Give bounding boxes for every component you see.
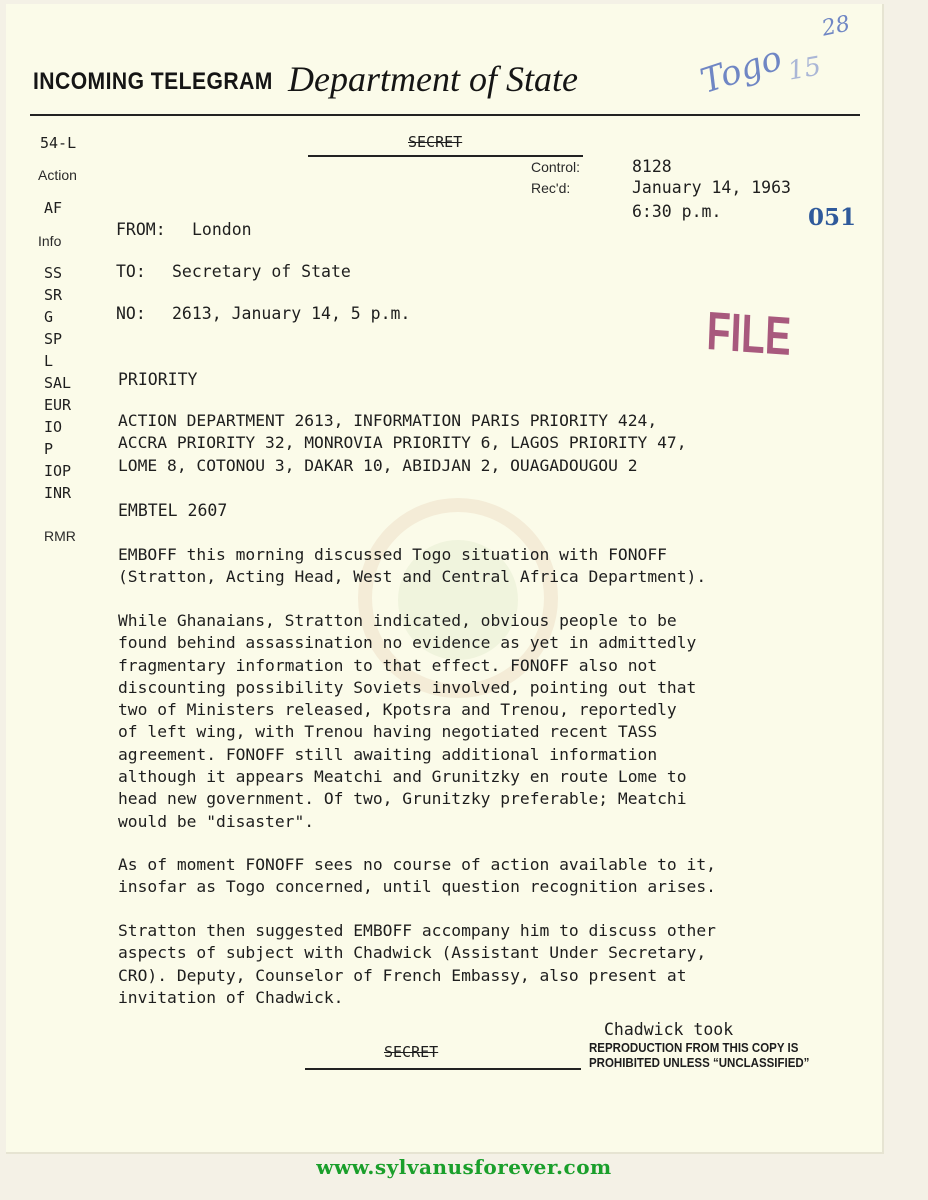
- body-line: invitation of Chadwick.: [118, 987, 344, 1007]
- incoming-telegram-heading: INCOMING TELEGRAM: [33, 68, 273, 95]
- classification-bottom: SECRET: [384, 1043, 439, 1061]
- action-label: Action: [38, 167, 77, 183]
- paragraph-2: [118, 610, 696, 833]
- body-line: fragmentary information to that effect. FONOFF also not: [118, 655, 658, 675]
- body-line: aspects of subject with Chadwick (Assistant Under Secretary,: [118, 943, 707, 963]
- from-label: FROM:: [116, 220, 166, 239]
- info-item-io: IO: [44, 418, 63, 436]
- margin-code: 54-L: [40, 134, 77, 152]
- embtel-reference: EMBTEL 2607: [118, 501, 228, 520]
- paragraph-3: [118, 854, 716, 899]
- body-line: discounting possibility Soviets involved, pointing out that: [118, 677, 697, 697]
- info-item-sal: SAL: [44, 374, 72, 392]
- priority-line: PRIORITY: [118, 370, 198, 389]
- body-line: (Stratton, Acting Head, West and Central Africa Department).: [118, 567, 707, 587]
- to-label: TO:: [116, 262, 146, 281]
- rmr-code: RMR: [44, 528, 76, 544]
- reproduction-notice: [589, 1041, 809, 1071]
- classification-top: SECRET: [408, 133, 463, 151]
- handwritten-page-number: 28: [819, 11, 853, 42]
- body-line: CRO). Deputy, Counselor of French Embassy, also present at: [118, 965, 687, 985]
- control-number: 8128: [632, 157, 672, 176]
- paragraph-4: [118, 920, 716, 1009]
- reproduction-line: REPRODUCTION FROM THIS COPY IS: [589, 1041, 799, 1055]
- from-value: London: [192, 220, 252, 239]
- received-time: 6:30 p.m.: [632, 202, 722, 221]
- info-item-ss: SS: [44, 264, 63, 282]
- received-date: January 14, 1963: [632, 178, 791, 197]
- header-rule: [30, 114, 860, 116]
- classification-top-rule: [308, 155, 583, 157]
- department-of-state-heading: Department of State: [288, 59, 578, 99]
- info-item-sp: SP: [44, 330, 63, 348]
- info-item-sr: SR: [44, 286, 63, 304]
- action-line: ACTION DEPARTMENT 2613, INFORMATION PARIS PRIORITY 424,: [118, 411, 658, 430]
- body-line: insofar as Togo concerned, until question recognition arises.: [118, 877, 716, 897]
- continuation-text: Chadwick took: [604, 1020, 734, 1039]
- action-value: AF: [44, 199, 63, 217]
- info-item-l: L: [44, 352, 54, 370]
- body-line: As of moment FONOFF sees no course of action available to it,: [118, 855, 716, 874]
- stamped-number: 051: [808, 204, 857, 231]
- no-label: NO:: [116, 304, 146, 323]
- action-lines: [118, 410, 687, 477]
- info-label: Info: [38, 233, 62, 249]
- control-label: Control:: [531, 159, 581, 175]
- body-line: two of Ministers released, Kpotsra and Trenou, reportedly: [118, 700, 677, 720]
- action-line: LOME 8, COTONOU 3, DAKAR 10, ABIDJAN 2, OUAGADOUGOU 2: [118, 455, 638, 475]
- body-line: agreement. FONOFF still awaiting additional information: [118, 744, 658, 764]
- body-line: Stratton then suggested EMBOFF accompany him to discuss other: [118, 921, 716, 940]
- to-value: Secretary of State: [172, 262, 351, 281]
- action-line: ACCRA PRIORITY 32, MONROVIA PRIORITY 6, LAGOS PRIORITY 47,: [118, 433, 687, 453]
- received-label: Rec'd:: [531, 180, 571, 196]
- footer-website-link[interactable]: www.sylvanusforever.com: [316, 1155, 612, 1179]
- paragraph-1: [118, 544, 706, 589]
- reproduction-line: PROHIBITED UNLESS “UNCLASSIFIED”: [589, 1056, 810, 1070]
- body-line: EMBOFF this morning discussed Togo situation with FONOFF: [118, 545, 667, 564]
- info-item-g: G: [44, 308, 54, 326]
- body-line: While Ghanaians, Stratton indicated, obvious people to be: [118, 611, 677, 630]
- handwritten-togo-note: Togo: [695, 38, 787, 102]
- info-item-iop: IOP: [44, 462, 72, 480]
- body-line: head new government. Of two, Grunitzky preferable; Meatchi: [118, 789, 687, 809]
- body-line: found behind assassination no evidence as yet in admittedly: [118, 633, 697, 653]
- handwritten-15-note: 15: [785, 51, 824, 87]
- no-value: 2613, January 14, 5 p.m.: [172, 304, 411, 323]
- classification-bottom-rule: [305, 1068, 581, 1070]
- info-item-inr: INR: [44, 484, 72, 502]
- body-line: would be "disaster".: [118, 811, 315, 831]
- body-line: of left wing, with Trenou having negotiated recent TASS: [118, 722, 658, 742]
- file-stamp: FILE: [705, 300, 793, 368]
- info-item-p: P: [44, 440, 54, 458]
- info-item-eur: EUR: [44, 396, 72, 414]
- body-line: although it appears Meatchi and Grunitzky en route Lome to: [118, 767, 687, 787]
